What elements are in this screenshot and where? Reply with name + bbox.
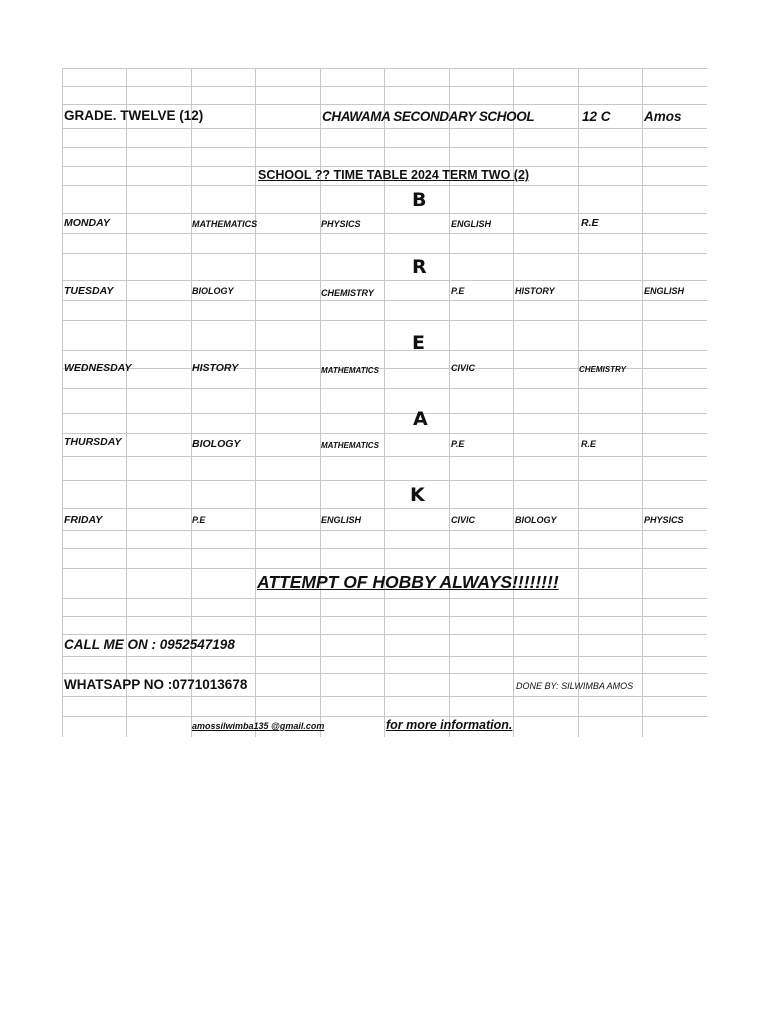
more-info-label: for more information.: [386, 718, 513, 732]
subject-cell: BIOLOGY: [515, 515, 557, 525]
subject-cell: P.E: [451, 439, 465, 449]
subject-cell: R.E: [581, 439, 597, 449]
slogan: ATTEMPT OF HOBBY ALWAYS!!!!!!!!: [257, 572, 559, 592]
subject-cell: P.E: [451, 286, 465, 296]
timetable-sheet: [62, 68, 707, 737]
timetable-title: SCHOOL ?? TIME TABLE 2024 TERM TWO (2): [258, 168, 530, 182]
teacher-name: Amos: [644, 109, 682, 124]
school-name: CHAWAMA SECONDARY SCHOOL: [322, 109, 535, 124]
subject-cell: CHEMISTRY: [321, 288, 374, 298]
subject-cell: MATHEMATICS: [192, 219, 258, 229]
break-letter: K: [410, 484, 425, 506]
break-letter: R: [412, 256, 427, 278]
subject-cell: CIVIC: [451, 515, 476, 525]
call-me-label: CALL ME ON : 0952547198: [64, 637, 235, 652]
subject-cell: BIOLOGY: [192, 438, 241, 450]
day-label: MONDAY: [64, 217, 110, 229]
subject-cell: HISTORY: [192, 362, 239, 374]
done-by-label: DONE BY: SILWIMBA AMOS: [516, 681, 634, 691]
subject-cell: PHYSICS: [321, 219, 361, 229]
subject-cell: PHYSICS: [644, 515, 684, 525]
day-label: TUESDAY: [64, 285, 114, 297]
day-label: THURSDAY: [64, 436, 122, 448]
subject-cell: BIOLOGY: [192, 286, 234, 296]
day-label: FRIDAY: [64, 514, 103, 526]
subject-cell: R.E: [581, 217, 599, 229]
break-letter: A: [413, 408, 428, 430]
subject-cell: ENGLISH: [321, 515, 362, 525]
break-letter: E: [412, 332, 425, 354]
subject-cell: CIVIC: [451, 363, 476, 373]
class-label: 12 C: [582, 109, 611, 124]
email-link[interactable]: amossilwimba135 @gmail.com: [192, 721, 325, 731]
subject-cell: P.E: [192, 515, 206, 525]
whatsapp-label: WHATSAPP NO :0771013678: [64, 677, 248, 692]
day-label: WEDNESDAY: [64, 362, 132, 374]
subject-cell: MATHEMATICS: [321, 441, 379, 450]
subject-cell: CHEMISTRY: [579, 365, 626, 374]
break-letter: B: [412, 189, 427, 211]
subject-cell: ENGLISH: [644, 286, 685, 296]
grade-label: GRADE. TWELVE (12): [64, 108, 204, 123]
subject-cell: HISTORY: [515, 286, 555, 296]
subject-cell: ENGLISH: [451, 219, 492, 229]
subject-cell: MATHEMATICS: [321, 366, 379, 375]
